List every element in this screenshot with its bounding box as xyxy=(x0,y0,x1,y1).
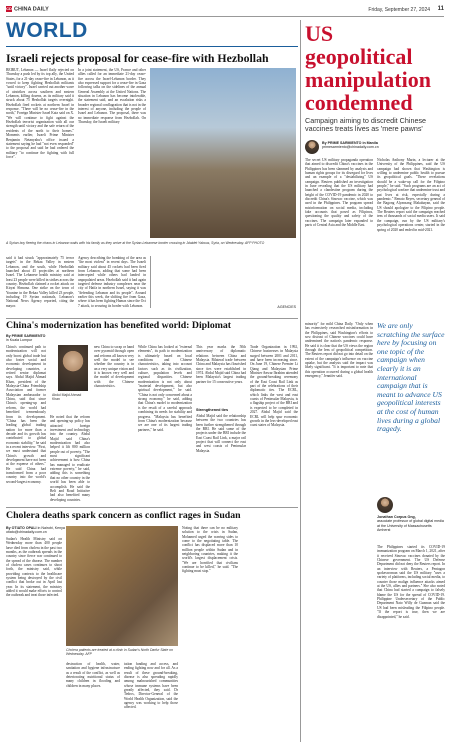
cholera-byline-email: otiato@chinadaily.com.cn xyxy=(6,530,47,535)
column-rule xyxy=(150,256,151,308)
cholera-body-col5: Noting that there can be no military solution to the crisis in Sudan, Mohamed urged the warring sides to come to the negotiating table. The conflict has displaced more than 10 million people within Sudan and in neighboring countries, making it the world's largest displacement crisis. "We are horrified that civilians continue to be killed," he said. "The fighting must stop." xyxy=(182,526,238,574)
israel-body-col1: BEIRUT, Lebanon — Israel flatly rejected on Thursday a push led by its top ally, the United States, for a 21-day cease-fire in Lebanon, as it vowed to keep fighting Hezbollah militants "until victory". Israel carried out another wave of airstrikes across southern and eastern Lebanon, killing dozens, as its military said it struck about 75 Hezbollah targets overnight. Hezbollah fired rockets at northern Israel in response. "There will be no cease-fire in the north," Foreign Minister Israel Katz said on X. "We will continue to fight against the Hezbollah terrorist organization with all our strength until victory and the safe return of the residents of the north to their homes." Moments earlier, Israeli Prime Minister Benjamin Netanyahu's office issued a statement saying he had "not even responded" to the proposal and said he had ordered the military "to continue the fighting with full force". xyxy=(6,68,74,159)
diplomat-byline xyxy=(6,334,76,343)
israel-body-col2: In a joint statement, the US, France and other allies called for an immediate 21-day cease-fire across the Israel-Lebanon border. They also expressed support for a cease-fire in Gaza following talks on the sidelines of the annual General Assembly at the United Nations. The situation in Lebanon has become intolerable, the statement said, and an escalation risks a broader regional conflagration that is not in the interest of anyone, including the people of Israel and Lebanon. The proposal, there was no immediate response from Hezbollah. On Thursday, the Israeli military xyxy=(78,68,146,125)
diplomat-headline: China's modernization has benefited world: Diplomat xyxy=(6,320,232,331)
usgeo-body-col3: minority" for mild China Daily. "Only when has extensively researched misinformation in the Philippines, said Washington's efforts to sow distrust of Chinese vaccines could have undermined the nation's pandemic response. He said it is clear that the US views the region through the lens of geopolitical competition. The Reuters report did not go into detail on the extent of the campaign's influence on vaccine uptake, but the analysts said the impact was likely significant. "It is important to note that this operation occurred during a global health emergency," Jennifer said. xyxy=(305,322,373,379)
usgeo-byline-email: primesarmiento@chinadaily.com.cn xyxy=(322,145,379,150)
cholera-byline-name: By OTIATO OPALI xyxy=(6,526,37,530)
issue-date: Friday, September 27, 2024 xyxy=(368,7,430,13)
usgeo-body-col4: The Philippines started its COVID-19 immunization program on March 1, 2021, after it received Sinovac vaccines donated by the Chinese government. The US Defense Department did not deny the Reuters report. In an interview with Reuters, a Pentagon spokeswoman said the US military "uses a variety of platforms, including social media, to counter those malign influence attacks aimed at the US, allies and partners." She also noted that China had started a campaign to falsely blame the US for the spread of COVID-19. Philippine Undersecretary of the Public Department Nato Willy de Guzman said the US had been misleading the Filipino people. "If the report is true, then we are disappointed," he said. xyxy=(377,545,445,619)
usgeo-body-col1: The secret US military propaganda operation that aimed to discredit China's vaccines in the Philippines has been slammed by analysts and human rights groups for its disregard for lives and an example of a "destabilizing" US campaign. Reuters published an investigation in June revealing that the US military had launched a clandestine program during the height of the COVID-19 pandemic in 2020 to discredit China's Sinovac vaccine, which was used in the Philippines. The program spread misinformation on social media, including fake accounts that posed as Filipinos, questioning the quality and safety of the vaccines. The campaign later expanded to parts of Central Asia and the Middle East. xyxy=(305,158,373,228)
masthead-logo xyxy=(6,6,49,12)
diplomat-body-col1: China's continued path to modernization will not only boost global trade but also foster social and economic development in developing countries, a retired senior diplomat says. Abdul Majid Ahmad Khan, president of the Malaysia-China Friendship Association and former Malaysian ambassador to China, said that since China's opening-up and reform, the world had benefited tremendously from its development. "China has been the leading global trading nation for more than a decade and its growth has contributed to global economic stability," he said in a recent interview. "First, we must understand that China's growth and development have not been at the expense of others." He said China had transformed from a poor country into the world's second-largest economy. xyxy=(6,345,46,484)
quote-name: Jonathan Corpus Ong, xyxy=(377,515,416,519)
diplomat-body-col5b: Abdul Majid said the relationship between the two countries has been further strengthened through the BRI. He said some of the projects under the BRI include the East Coast Rail Link, a major rail project that will connect the east and west coasts of Peninsular Malaysia. xyxy=(196,414,246,453)
china-daily-logo-icon: CD xyxy=(6,6,12,11)
usgeo-lead: Campaign aiming to discredit Chinese vaccines treats lives as 'mere pawns' xyxy=(305,116,427,134)
diplomat-body-col3: new China to scrap or hand over pyramid through open and reforms all known very well the model to see whether the country is in an a very unique vision and it is known very well and the model of development with the Chinese characteristics. xyxy=(94,345,134,389)
story-divider xyxy=(6,507,298,508)
diplomat-body-col5: This year marks the 50th anniversary of diplomatic relations between China and Malaysia. Bilateral trade between China and Malaysia has flourished since ties were established in 1974. Abdul Majid said China had been Malaysia's largest trading partner for 15 consecutive years. xyxy=(196,345,246,384)
diplomat-byline-name: By PRIME SARMIENTO xyxy=(6,334,46,338)
page-number: 11 xyxy=(437,6,444,12)
masthead-text: CHINA DAILY xyxy=(14,6,49,13)
diplomat-body-col4: While China has looked at "external elements", its path to modernization is ultimately based on local conditions and Chinese characteristics, taking into account factors such as its civilization, culture, population levels and regional disparities. Chinese modernization is not only about "material development, but also spiritual development," he said. "China is not only concerned about a strong economy," he said, adding that China's model to modernization is the result of a careful approach combining its needs for stability and progress. "Malaysia has benefited from China's modernization because we are one of its largest trading partners," he said. xyxy=(138,345,192,432)
usgeo-body-col2: Nicholas Anthony Marin, a lecturer at the University of the Philippines, said the US campaign had shown that Washington is willing to undermine public health to pursue its geopolitical goals. "These revelations should be a wake-up call for the Filipino people," he said. "Such programs are an act of psychological warfare that undermine trust and put lives at risk, especially during a pandemic." Renato Reyes, secretary general of the Bagong Alyansang Makabayan, said the US should apologize to the Filipino people. The Reuters report said the campaign reached tens of thousands of social media users. It said the campaign, run by the US military's psychological operations center, started in the spring of 2020 and ended in mid-2021. xyxy=(377,158,445,232)
diplomat-subhead: Strengthened ties xyxy=(196,408,229,412)
cholera-body-col4: tation funding and access, and ending fighting now and for all. As a result of these ground-breaking, disease is also spreading rapidly among malnourished communities whose immune systems have been greatly affected, they said. Dr Tedros, Director-General of the World Health Organization, said the agency was working to help those affected. xyxy=(124,662,178,710)
cholera-headline: Cholera deaths spark concern as conflict rages in Sudan xyxy=(6,510,241,521)
author-avatar xyxy=(305,140,319,154)
usgeo-byline xyxy=(322,141,442,150)
cholera-body-col1: Sudan's Health Ministry said on Wednesday more than 400 people have died from cholera in the past two months, as the outbreak spreads in the country since fierce war continued to the spread of the disease. The number of cholera cases continues to shoot forth, the ministry said, while providing contexts to the healthcare system being destroyed by the civil conflict that broke out in April last year. In its statement, the ministry added it would make efforts to control the outbreak and treat those infected. xyxy=(6,537,62,598)
usgeo-headline: US geopolitical manipulation condemned xyxy=(305,21,431,115)
column-rule xyxy=(300,320,301,742)
israel-body-col3: said it had struck "approximately 75 terror targets" in the Bekaa Valley in eastern Lebanon, and the south, while Hezbollah launched about 45 projectiles at northern Israel. The Lebanese health ministry said at least 23 people were killed in strikes across the country. Hezbollah claimed a rocket attack on Kiryat Shmona. One strike on the town of Younine in the Bekaa Valley killed 23 people, including 19 Syrian nationals, Lebanon's National News Agency reported, citing the mayor. xyxy=(6,256,74,308)
diplomat-body-col6: Trade Organization in 1992, Chinese businesses in Malaysia surged between 2001 and 2011, and have been increasing since. On June 19, Chinese Premier Li Qiang and Malaysian Prime Minister Anwar Ibrahim attended the ground-breaking ceremony of the East Coast Rail Link as part of the celebrations of their diplomatic ties. The ECRL, which links the west and east coasts of Peninsular Malaysia, is a flagship project of the BRI and is expected to be completed in 2027. Abdul Majid said the ECRL will help spur economic growth in the less-developed east coast states of Malaysia. xyxy=(250,345,298,428)
section-divider xyxy=(6,46,298,47)
column-rule xyxy=(300,20,301,320)
cholera-byline-location: in Nairobi, Kenya xyxy=(37,526,65,530)
cholera-photo xyxy=(66,526,178,646)
diplomat-byline-location: in Kuala Lumpur xyxy=(6,338,33,343)
israel-credit: AGENCIES xyxy=(277,305,296,309)
page-header xyxy=(6,4,444,17)
israel-headline: Israeli rejects proposal for cease-fire with Hezbollah xyxy=(6,51,269,65)
usgeo-pull-quote: We are only scratching the surface here by focusing on one topic of the campaign when clearly it is an international campaign that is meant to advance US geopolitical interests at the cost of human lives during a global tragedy. xyxy=(377,321,445,434)
quote-title: associate professor of global digital media at the University of Massachusetts Amherst xyxy=(377,519,444,533)
israel-body-col4: Agency describing the bombing of the area as "the most violent" in recent days. The Israeli military said about 45 rockets had been fired from Lebanon, adding that some had been intercepted while others had landed in unpopulated areas. Hezbollah said it had again targeted defense industry complexes near the city of Haifa in northern Israel, saying it was "defending Lebanon and its people". Around earlier this week, the shifting fire from Gaza, where it has been fighting Hamas since the Oct 7 attack, to securing its border with Lebanon. xyxy=(78,256,146,308)
story-divider xyxy=(6,318,298,319)
israel-photo-caption: A Syrian boy fleeing the chaos in Lebanon waits with his family as they arrive at the Syrian-Lebanese border crossing in Jdaidet Yabous, Syria, on Wednesday. AFP PHOTO xyxy=(6,241,265,245)
diplomat-body-col2: He noted that the reform and opening-up policy has attracted foreign investment and technology into the country. Abdul Majid said China's modernization had also helped it lift 800 million people out of poverty. "The most significant achievement is how China has managed to eradicate extreme poverty," he said, adding this is something that no other country in the world has been able to accomplish. He said the Belt and Road Initiative had also benefited many developing countries. xyxy=(50,415,90,502)
cholera-body-col3: destruction of health, water, sanitation and hygiene infrastructure as a result of the conflict, as well as deteriorating nutritional status of many children in flooding and children in many places. xyxy=(66,662,120,688)
diplomat-portrait xyxy=(58,345,88,391)
quote-attribution xyxy=(377,515,445,533)
israel-photo xyxy=(150,68,296,238)
usgeo-byline-name: By PRIME SARMIENTO in Manila xyxy=(322,141,378,145)
diplomat-portrait-caption: Abdul Majid Ahmad Khan xyxy=(52,393,82,401)
cholera-photo-caption: Cholera patients are treated at a clinic in Sudan's North Darfur State on Wednesday. AFP xyxy=(66,648,173,656)
quote-portrait xyxy=(377,497,393,513)
section-title: WORLD xyxy=(6,19,88,42)
